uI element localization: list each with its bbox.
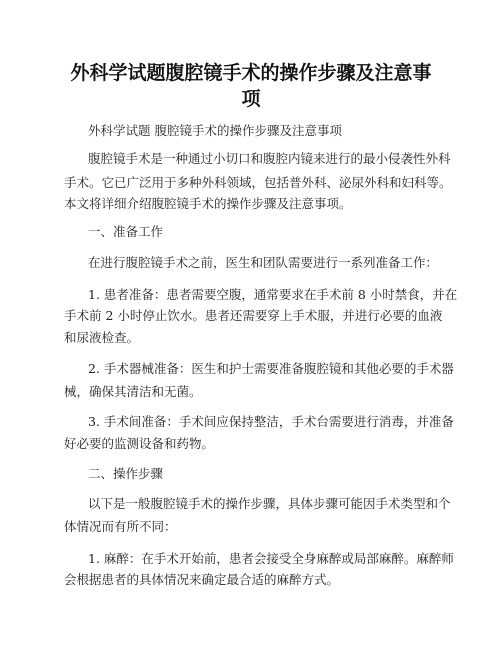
intro-line: 腹腔镜手术是一种通过小切口和腹腔内镜来进行的最小侵袭性外科 [88,151,451,166]
section-heading: 一、准备工作 [88,224,164,239]
list-item-line: 1. 患者准备：患者需要空腹，通常要求在手术前 8 小时禁食，并在 [88,287,458,302]
list-item-line: 1. 麻醉：在手术开始前，患者会接受全身麻醉或局部麻醉。麻醉师 [88,551,454,566]
subtitle: 外科学试题 腹腔镜手术的操作步骤及注意事项 [88,123,342,138]
title-line: 项 [241,88,261,110]
list-item-line: 好必要的监测设备和药物。 [64,436,215,451]
list-item-line: 械，确保其清洁和无菌。 [64,384,202,399]
title-line: 外科学试题腹腔镜手术的操作步骤及注意事 [70,62,432,84]
section-heading: 二、操作步骤 [88,466,164,481]
intro-line: 本文将详细介绍腹腔镜手术的操作步骤及注意事项。 [64,196,352,211]
list-item-line: 2. 手术器械准备：医生和护士需要准备腹腔镜和其他必要的手术器 [88,361,454,376]
section-lead: 在进行腹腔镜手术之前，医生和团队需要进行一系列准备工作： [88,255,439,270]
list-item-line: 3. 手术间准备：手术间应保持整洁，手术台需要进行消毒，并准备 [88,414,454,429]
intro-line: 手术。它已广泛用于多种外科领域，包括普外科、泌尿外科和妇科等。 [64,175,452,190]
section-lead: 以下是一般腹腔镜手术的操作步骤，具体步骤可能因手术类型和个 [88,496,451,511]
list-item-line: 会根据患者的具体情况来确定最合适的麻醉方式。 [64,572,340,587]
list-item-line: 和尿液检查。 [64,330,140,345]
list-item-line: 手术前 2 小时停止饮水。患者还需要穿上手术服，并进行必要的血液 [64,308,443,323]
section-lead: 体情况而有所不同： [64,519,177,534]
document-title [64,60,438,112]
